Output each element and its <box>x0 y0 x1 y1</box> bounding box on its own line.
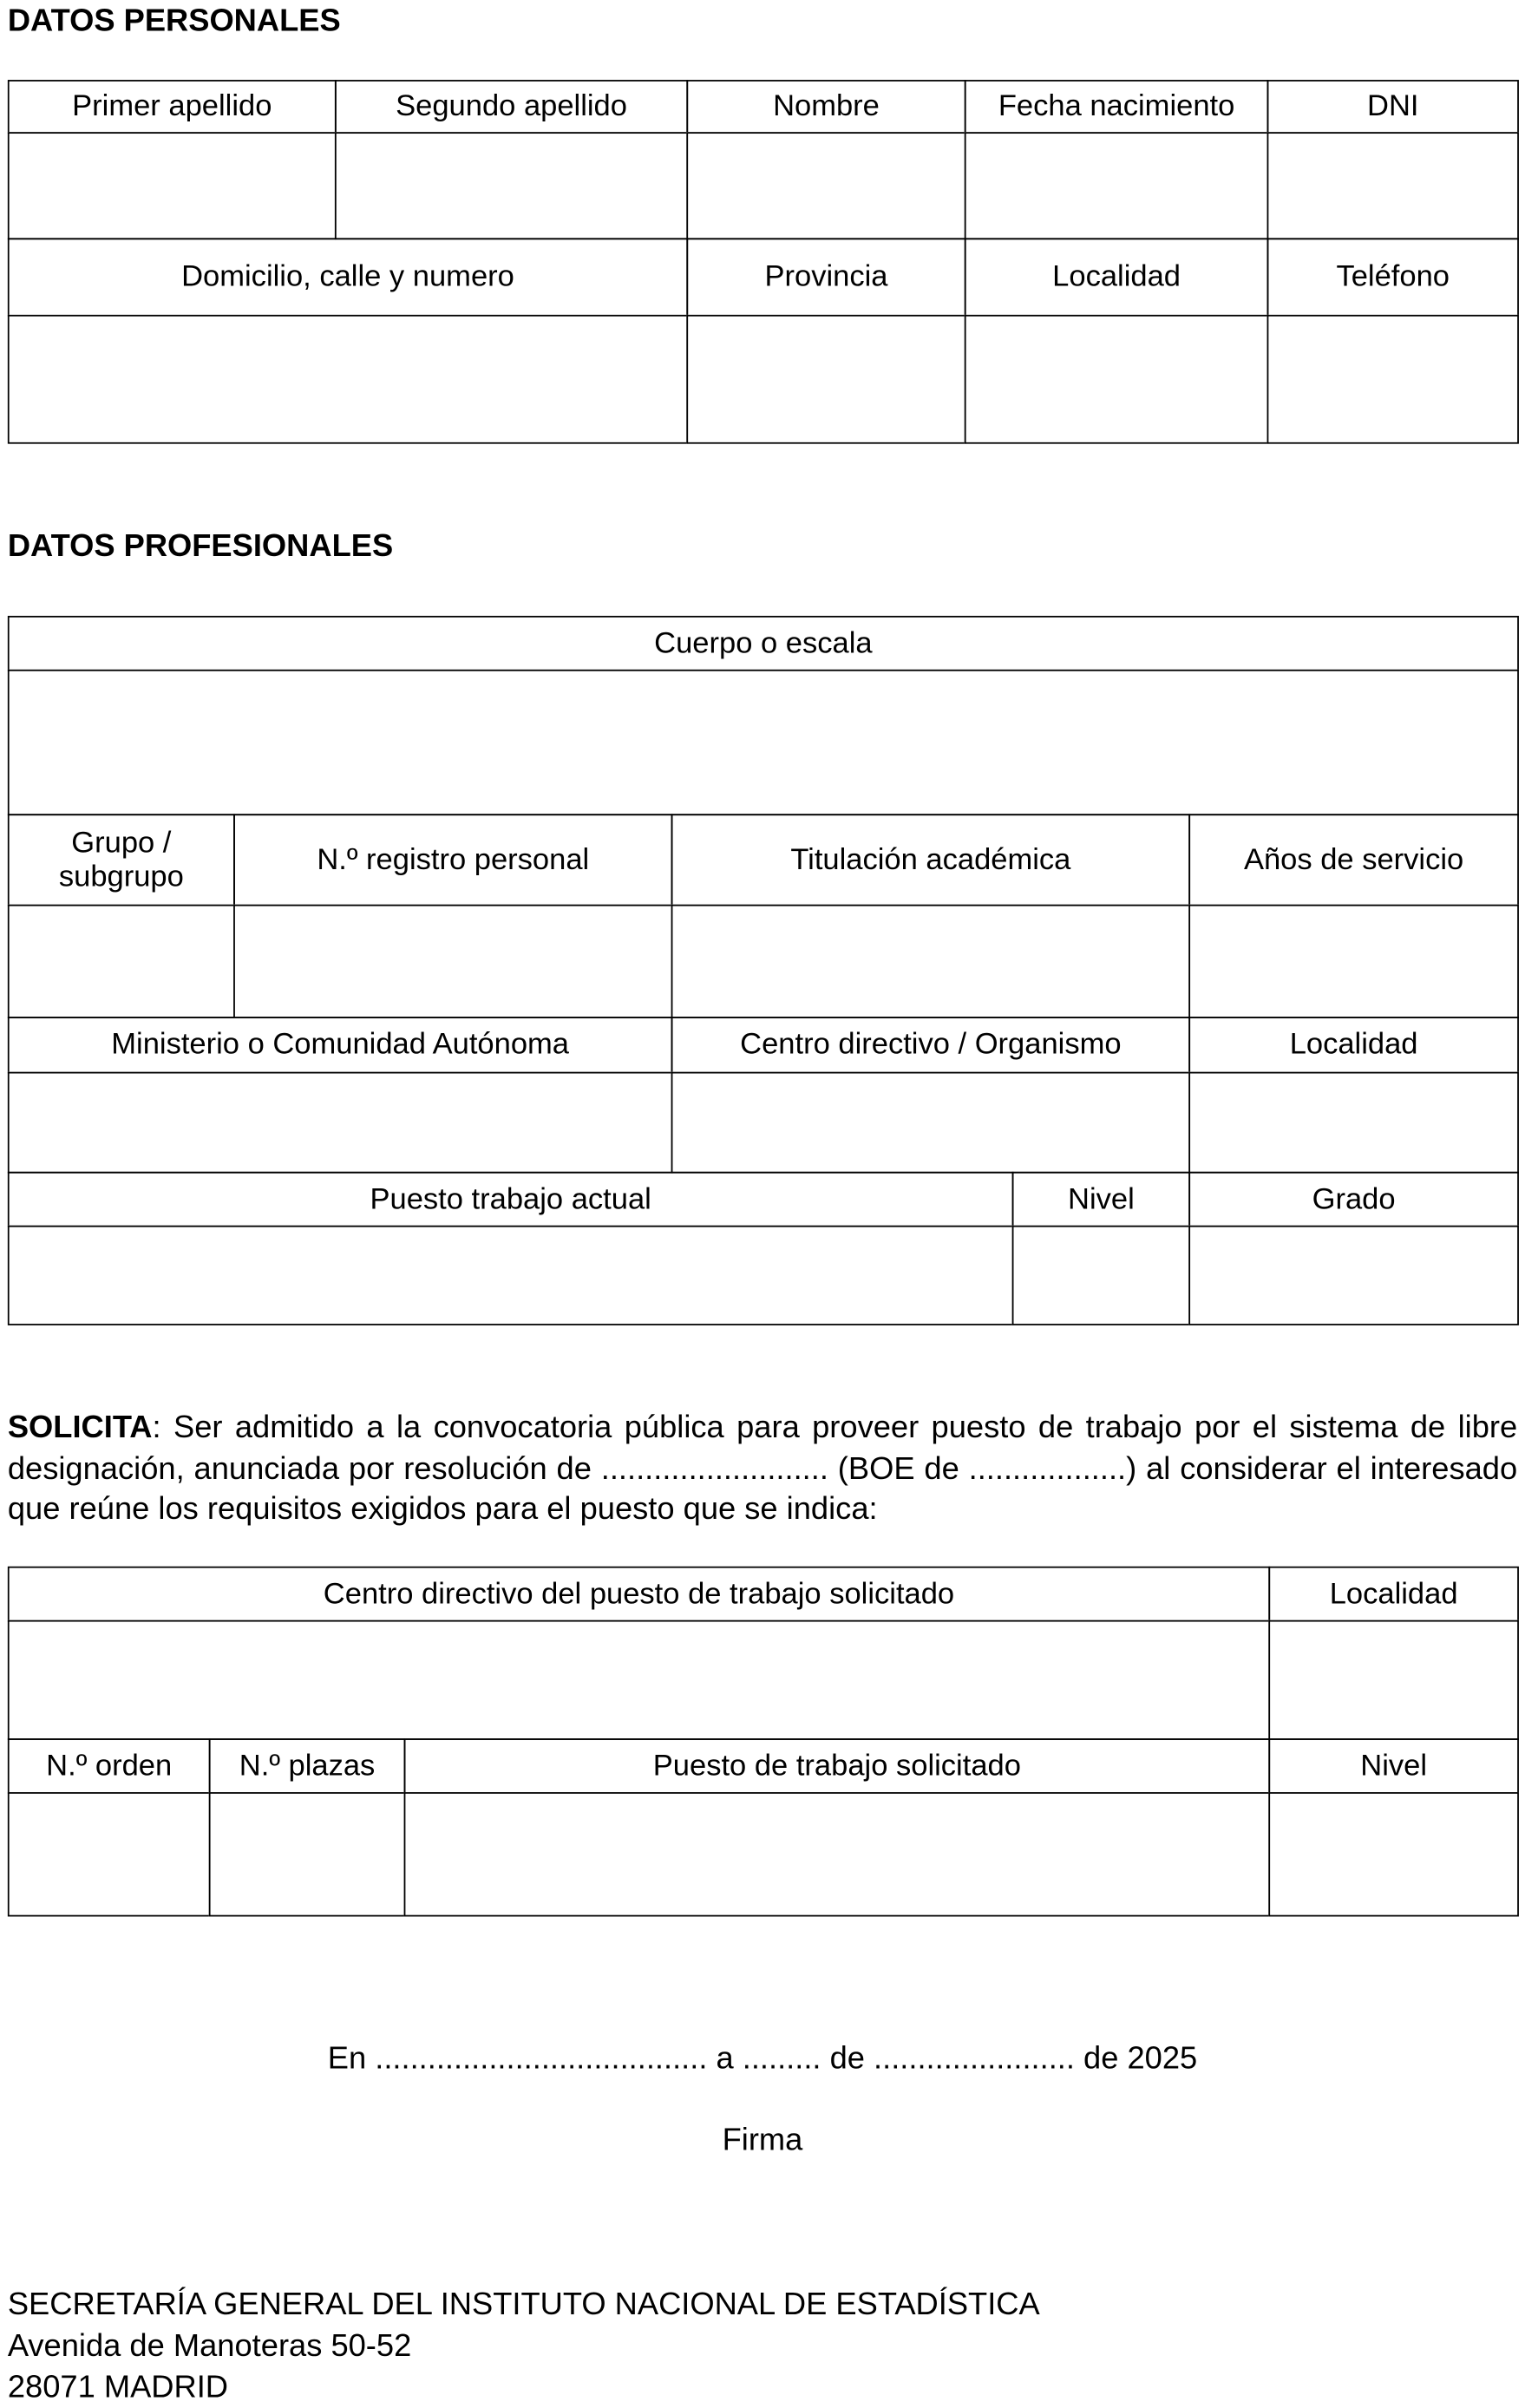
header-centro-solicitado: Centro directivo del puesto de trabajo solicitado <box>8 1567 1270 1622</box>
footer-organization: SECRETARÍA GENERAL DEL INSTITUTO NACIONAL DE ESTADÍSTICA <box>7 2287 1040 2322</box>
header-plazas: N.º plazas <box>209 1738 406 1794</box>
registro-field[interactable] <box>233 905 672 1018</box>
footer-city: 28071 MADRID <box>7 2369 229 2405</box>
nombre-field[interactable] <box>686 132 965 239</box>
puesto-solicitado-field[interactable] <box>404 1792 1271 1916</box>
header-telefono: Teléfono <box>1267 238 1519 316</box>
centro-solicitado-field[interactable] <box>8 1620 1270 1740</box>
nivel-solicitado-field[interactable] <box>1268 1792 1519 1916</box>
header-localidad-solicitada: Localidad <box>1268 1567 1519 1622</box>
puesto-actual-field[interactable] <box>8 1226 1014 1325</box>
header-orden: N.º orden <box>8 1738 211 1794</box>
localidad-solicitada-field[interactable] <box>1268 1620 1519 1740</box>
header-segundo-apellido: Segundo apellido <box>335 80 688 134</box>
plazas-field[interactable] <box>209 1792 406 1916</box>
signature-label: Firma <box>722 2122 803 2158</box>
ministerio-field[interactable] <box>8 1072 673 1174</box>
domicilio-field[interactable] <box>8 315 688 444</box>
header-puesto-actual: Puesto trabajo actual <box>8 1172 1014 1227</box>
header-grupo: Grupo / subgrupo <box>8 814 235 906</box>
header-ministerio: Ministerio o Comunidad Autónoma <box>8 1017 673 1074</box>
header-localidad-prof: Localidad <box>1188 1017 1519 1074</box>
orden-field[interactable] <box>8 1792 211 1916</box>
grupo-field[interactable] <box>8 905 235 1018</box>
header-titulacion: Titulación académica <box>671 814 1190 906</box>
date-line: En ...................................... a ......... de ....................... de 2025 <box>327 2040 1198 2077</box>
header-nivel: Nivel <box>1012 1172 1190 1227</box>
cuerpo-field[interactable] <box>8 670 1519 815</box>
header-localidad: Localidad <box>965 238 1269 316</box>
header-grado: Grado <box>1188 1172 1519 1227</box>
solicita-label: SOLICITA <box>7 1410 153 1445</box>
grado-field[interactable] <box>1188 1226 1519 1325</box>
header-registro: N.º registro personal <box>233 814 672 906</box>
localidad-field[interactable] <box>965 315 1269 444</box>
header-provincia: Provincia <box>686 238 965 316</box>
footer-address: Avenida de Manoteras 50-52 <box>7 2327 412 2364</box>
header-puesto-solicitado: Puesto de trabajo solicitado <box>404 1738 1271 1794</box>
section-title-personal: DATOS PERSONALES <box>7 3 341 39</box>
titulacion-field[interactable] <box>671 905 1190 1018</box>
header-nivel-solicitado: Nivel <box>1268 1738 1519 1794</box>
header-fecha-nacimiento: Fecha nacimiento <box>965 80 1269 134</box>
provincia-field[interactable] <box>686 315 965 444</box>
solicita-paragraph <box>8 1408 1517 1530</box>
header-domicilio: Domicilio, calle y numero <box>8 238 688 316</box>
segundo-apellido-field[interactable] <box>335 132 688 239</box>
section-title-professional: DATOS PROFESIONALES <box>7 528 394 564</box>
header-cuerpo: Cuerpo o escala <box>8 616 1519 671</box>
header-centro-directivo: Centro directivo / Organismo <box>671 1017 1190 1074</box>
telefono-field[interactable] <box>1267 315 1519 444</box>
header-primer-apellido: Primer apellido <box>8 80 337 134</box>
fecha-nacimiento-field[interactable] <box>965 132 1269 239</box>
dni-field[interactable] <box>1267 132 1519 239</box>
header-dni: DNI <box>1267 80 1519 134</box>
primer-apellido-field[interactable] <box>8 132 337 239</box>
solicita-text: : Ser admitido a la convocatoria pública para proveer puesto de trabajo por el sistema de libre designación, anunciada por resolución de .......................... (BOE de ..................) al considerar el interesado que reúne los requisitos exigidos para el puesto que se indica: <box>7 1410 1518 1527</box>
localidad-prof-field[interactable] <box>1188 1072 1519 1174</box>
centro-directivo-field[interactable] <box>671 1072 1190 1174</box>
anos-servicio-field[interactable] <box>1188 905 1519 1018</box>
nivel-field[interactable] <box>1012 1226 1190 1325</box>
header-anos-servicio: Años de servicio <box>1188 814 1519 906</box>
header-nombre: Nombre <box>686 80 965 134</box>
